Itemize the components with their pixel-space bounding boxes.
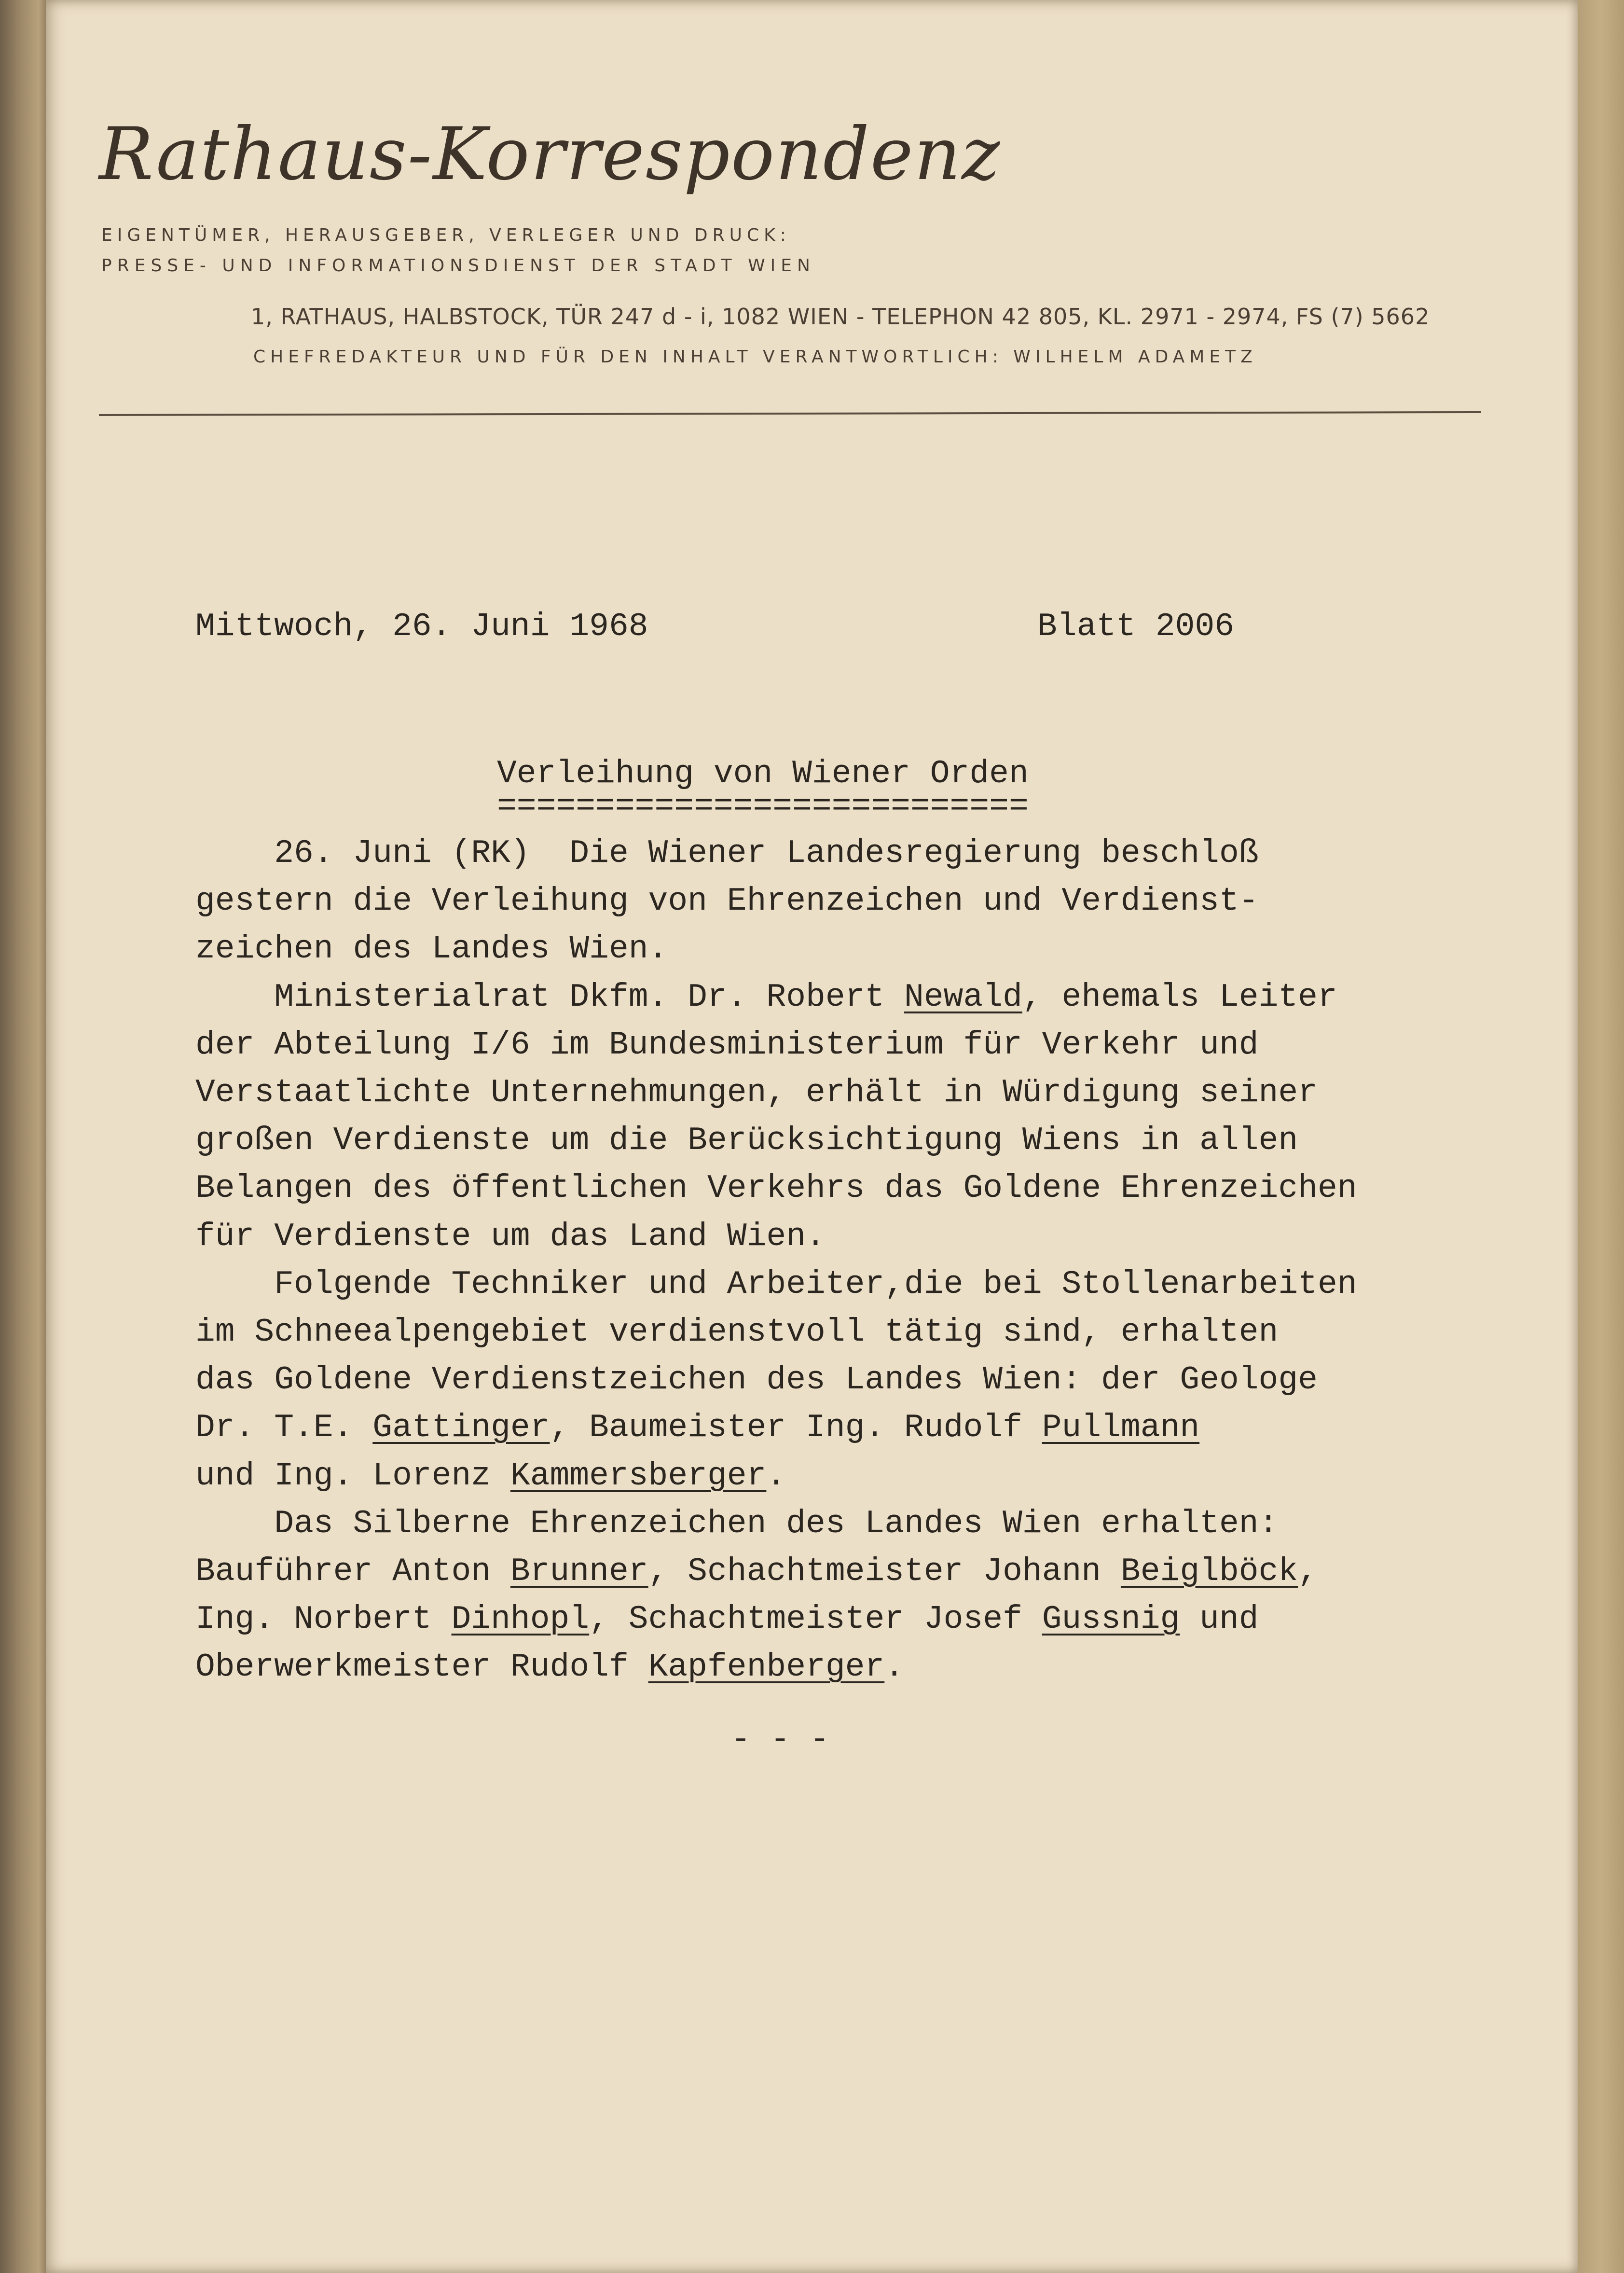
underlined-name: Beiglböck [1120, 1553, 1298, 1590]
body-line [195, 1555, 1318, 1588]
body-line [195, 1122, 1298, 1160]
body-text: 26. Juni (RK) Die Wiener Landesregierung beschloß [195, 835, 1259, 872]
sheet-number: Blatt 2006 [1037, 608, 1235, 645]
underlined-name: Newald [904, 978, 1022, 1016]
article-headline: Verleihung von Wiener Orden [497, 755, 1029, 792]
body-line [195, 885, 1259, 918]
body-text: , Baumeister Ing. Rudolf [550, 1409, 1042, 1447]
body-line [195, 1026, 1259, 1064]
body-text: Das Silberne Ehrenzeichen des Landes Wien erhalten: [195, 1505, 1279, 1542]
body-text: im Schneealpengebiet verdienstvoll tätig sind, erhalten [195, 1314, 1279, 1351]
body-line [195, 1316, 1278, 1349]
body-text: Folgende Techniker und Arbeiter,die bei Stollenarbeiten [195, 1265, 1357, 1303]
body-text: der Abteilung I/6 im Bundesministerium für Verkehr und [195, 1026, 1259, 1064]
body-line [195, 1265, 1357, 1303]
body-text: gestern die Verleihung von Ehrenzeichen und Verdienst- [195, 883, 1259, 920]
masthead-address: 1, RATHAUS, HALBSTOCK, TÜR 247 d - i, 1082 WIEN - TELEPHON 42 805, KL. 2971 - 2974, FS (7) 5662 [251, 304, 1430, 330]
body-text: , [1298, 1553, 1318, 1590]
masthead-editor: CHEFREDAKTEUR UND FÜR DEN INHALT VERANTWORTLICH: WILHELM ADAMETZ [253, 347, 1257, 367]
issue-date: Mittwoch, 26. Juni 1968 [195, 608, 648, 645]
body-text: , Schachtmeister Josef [589, 1601, 1042, 1638]
body-line [195, 930, 668, 968]
page-stack-edge [1578, 0, 1624, 2273]
body-text: und Ing. Lorenz [195, 1457, 510, 1495]
body-line [195, 1505, 1279, 1542]
underlined-name: Kapfenberger [648, 1649, 885, 1686]
masthead-title: Rathaus-Korrespondenz [99, 112, 1001, 196]
body-text: Dr. T.E. [195, 1409, 373, 1447]
underlined-name: Gussnig [1042, 1601, 1180, 1638]
body-text: Ing. Norbert [195, 1601, 452, 1638]
masthead-owner-line-1: EIGENTÜMER, HERAUSGEBER, VERLEGER UND DRUCK: [101, 225, 791, 245]
body-line [195, 837, 1259, 870]
body-line [195, 1074, 1318, 1111]
body-line [195, 1457, 786, 1495]
body-text: Verstaatlichte Unternehmungen, erhält in Würdigung seiner [195, 1074, 1318, 1111]
body-text: . [884, 1649, 905, 1686]
body-text: , ehemals Leiter [1022, 978, 1337, 1016]
body-text: . [766, 1457, 786, 1495]
body-line [195, 1603, 1259, 1636]
underlined-name: Pullmann [1042, 1409, 1200, 1447]
body-line [195, 1651, 904, 1684]
body-text: Oberwerkmeister Rudolf [195, 1649, 648, 1686]
body-text: Bauführer Anton [195, 1553, 510, 1590]
underlined-name: Gattinger [372, 1409, 550, 1447]
body-text: großen Verdienste um die Berücksichtigung Wiens in allen [195, 1122, 1298, 1160]
underlined-name: Dinhopl [451, 1601, 590, 1638]
underlined-name: Kammersberger [510, 1457, 767, 1495]
body-text: zeichen des Landes Wien. [195, 930, 668, 968]
previous-page-edge [0, 0, 48, 2273]
body-line [195, 1172, 1357, 1205]
end-mark: - - - [731, 1721, 830, 1759]
body-line [195, 1409, 1200, 1447]
body-line [195, 1361, 1318, 1399]
body-text: , Schachtmeister Johann [648, 1553, 1121, 1590]
body-line [195, 1220, 826, 1253]
body-text: Ministerialrat Dkfm. Dr. Robert [195, 978, 905, 1016]
body-text: Belangen des öffentlichen Verkehrs das Goldene Ehrenzeichen [195, 1170, 1357, 1207]
headline-underline: =========================== [497, 788, 1029, 825]
body-text: für Verdienste um das Land Wien. [195, 1218, 826, 1255]
body-text: und [1180, 1601, 1259, 1638]
masthead-owner-line-2: PRESSE- UND INFORMATIONSDIENST DER STADT WIEN [101, 256, 815, 276]
body-text: das Goldene Verdienstzeichen des Landes Wien: der Geologe [195, 1361, 1318, 1399]
underlined-name: Brunner [510, 1553, 648, 1590]
body-line [195, 978, 1337, 1016]
